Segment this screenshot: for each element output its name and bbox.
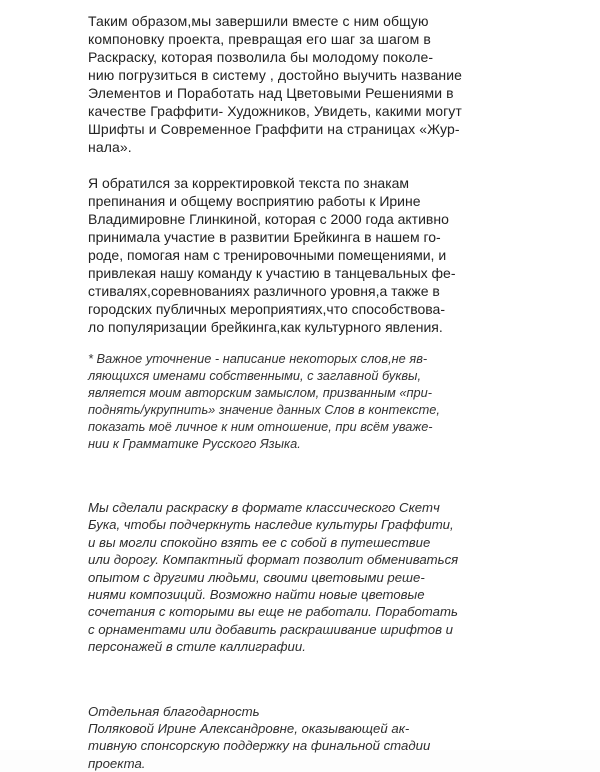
text-line: нию погрузиться в систему , достойно выучить название: [88, 67, 463, 83]
text-line: ло популяризации брейкинга,как культурного явления.: [88, 319, 443, 335]
text-line: персонажей в стиле каллиграфии.: [88, 639, 306, 655]
text-line: ниями композиций. Возможно найти новые цветовые: [88, 587, 425, 603]
text-line: проекта.: [88, 755, 146, 771]
text-line: тивную спонсорскую поддержку на финальной стадии: [88, 738, 431, 754]
thanks-paragraph: [88, 703, 528, 772]
text-line: Элементов и Поработать над Цветовыми Решениями в: [88, 85, 454, 101]
footnote: [88, 350, 528, 452]
text-line: Таким образом,мы завершили вместе с ним общую: [88, 13, 429, 29]
text-line: и вы могли спокойно взять ее с собой в путешествие: [88, 534, 431, 550]
text-line: привлекая нашу команду к участию в танцевальных фе-: [88, 265, 456, 281]
text-line: Раскраску, которая позволила бы молодому поколе-: [88, 49, 434, 65]
text-line: нала».: [88, 139, 132, 155]
text-line: городских публичных мероприятиях,что способствова-: [88, 301, 446, 317]
text-line: препинания и общему восприятию работы к Ирине: [88, 193, 421, 209]
text-line: является моим авторским замыслом, призванным «при-: [88, 385, 432, 400]
text-line: принимала участие в развитии Брейкинга в нашем го-: [88, 229, 441, 245]
text-column: [88, 12, 528, 772]
text-line: показать моё личное к ним отношение, при всём уваже-: [88, 419, 433, 434]
text-line: * Важное уточнение - написание некоторых слов,не яв-: [88, 351, 428, 366]
text-line: стивалях,соревнованиях различного уровня,а также в: [88, 283, 440, 299]
text-line: качестве Граффити- Художников, Увидеть, какими могут: [88, 103, 462, 119]
text-line: опытом с другими людьми, своими цветовыми реше-: [88, 569, 425, 585]
text-line: Мы сделали раскраску в формате классического Скетч: [88, 500, 440, 515]
text-line: Я обратился за корректировкой текста по знакам: [88, 175, 410, 191]
acknowledgment-paragraph: [88, 174, 528, 336]
text-line: Шрифты и Современное Граффити на страницах «Жур-: [88, 121, 460, 137]
text-line: компоновку проекта, превращая его шаг за шагом в: [88, 31, 431, 47]
intro-paragraph: [88, 12, 528, 156]
text-line: Поляковой Ирине Александровне, оказывающей ак-: [88, 721, 410, 737]
text-line: роде, помогая нам с тренировочными помещениями, и: [88, 247, 447, 263]
format-paragraph: [88, 499, 528, 656]
text-line: с орнаментами или добавить раскрашивание шрифтов и: [88, 621, 453, 637]
text-line: нии к Грамматике Русского Языка.: [88, 436, 301, 451]
text-line: Бука, чтобы подчеркнуть наследие культуры Граффити,: [88, 517, 454, 533]
text-line: Отдельная благодарность: [88, 703, 260, 719]
text-line: поднять/укрупнить» значение данных Слов в контексте,: [88, 402, 440, 417]
text-line: Владимировне Глинкиной, которая с 2000 года активно: [88, 211, 449, 227]
text-line: сочетания с которыми вы еще не работали. Поработать: [88, 604, 458, 620]
text-line: или дорогу. Компактный формат позволит обмениваться: [88, 552, 459, 568]
text-line: ляющихся именами собственными, с заглавной буквы,: [88, 368, 422, 383]
